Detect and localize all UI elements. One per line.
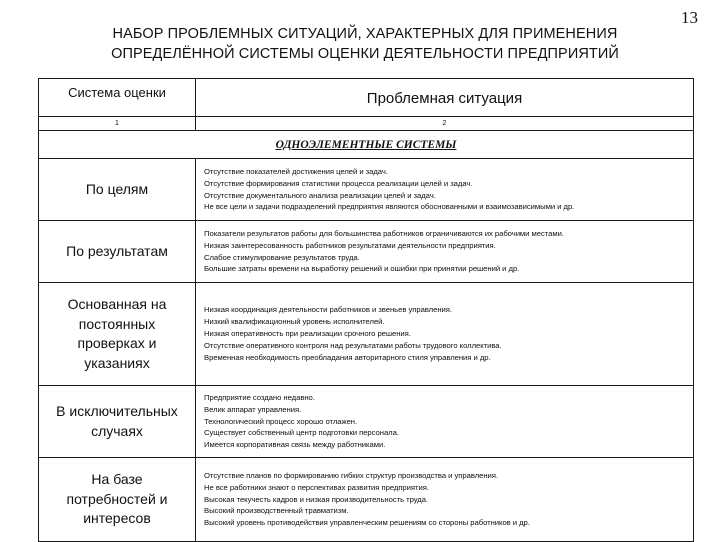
situations-table [38,78,694,542]
table-row [39,283,694,386]
situation-line: Не все цели и задачи подразделений предприятия являются обоснованными и взаимозависимыми и др. [204,202,575,212]
system-cell: По результатам [39,221,196,283]
situation-line: Имеется корпоративная связь между работниками. [204,440,386,450]
column-number-row [39,117,694,131]
situation-line: Не все работники знают о перспективах развития предприятия. [204,482,429,492]
situation-line: Низкая оперативность при реализации срочного решения. [204,329,411,339]
situation-cell [196,458,694,542]
table-row [39,386,694,458]
situation-line: Слабое стимулирование результатов труда. [204,252,360,262]
situation-line: Высокая текучесть кадров и низкая производительность труда. [204,494,429,504]
situation-line: Технологический процесс хорошо отлажен. [204,416,358,426]
page-number: 13 [681,8,698,27]
system-cell: Основанная на постоянных проверках и указаниях [39,283,196,386]
situation-cell [196,283,694,386]
table-header-row [39,79,694,117]
situation-line: Низкая заинтересованность работников результатами деятельности предприятия. [204,240,496,250]
table-row [39,159,694,221]
section-row [39,131,694,159]
header-system: Система оценки [39,79,196,117]
title-line-2: ОПРЕДЕЛЁННОЙ СИСТЕМЫ ОЦЕНКИ ДЕЯТЕЛЬНОСТИ ПРЕДПРИЯТИЙ [111,46,619,62]
situation-line: Предприятие создано недавно. [204,392,315,402]
situation-line: Низкая координация деятельности работников и звеньев управления. [204,305,452,315]
situation-line: Низкий квалификационный уровень исполнителей. [204,317,385,327]
situation-line: Отсутствие оперативного контроля над результатами работы трудового коллектива. [204,340,502,350]
system-cell: В исключительных случаях [39,386,196,458]
situation-line: Большие затраты времени на выработку решений и ошибки при принятии решений и др. [204,264,520,274]
situation-line: Отсутствие формирования статистики процесса реализации целей и задач. [204,178,473,188]
column-number-1: 1 [39,117,196,131]
system-cell: По целям [39,159,196,221]
situation-line: Высокий уровень противодействия управленческим решениям со стороны работников и др. [204,518,530,528]
header-situation: Проблемная ситуация [196,79,694,117]
column-number-2: 2 [196,117,694,131]
situation-line: Велик аппарат управления. [204,404,302,414]
situation-cell [196,386,694,458]
situation-line: Отсутствие планов по формированию гибких структур производства и управления. [204,470,499,480]
situation-line: Временная необходимость преобладания авторитарного стиля управления и др. [204,352,491,362]
situation-line: Высокий производственный травматизм. [204,506,349,516]
situation-cell [196,159,694,221]
page-title [40,24,690,64]
table-row [39,458,694,542]
section-title: ОДНОЭЛЕМЕНТНЫЕ СИСТЕМЫ [39,131,694,159]
system-cell: На базе потребностей и интересов [39,458,196,542]
situation-line: Отсутствие показателей достижения целей и задач. [204,166,388,176]
situation-line: Показатели результатов работы для большинства работников ограничиваются их рабочими местами. [204,228,564,238]
title-line-1: НАБОР ПРОБЛЕМНЫХ СИТУАЦИЙ, ХАРАКТЕРНЫХ ДЛЯ ПРИМЕНЕНИЯ [112,26,618,42]
situation-line: Отсутствие документального анализа реализации целей и задач. [204,190,436,200]
situation-line: Существует собственный центр подготовки персонала. [204,428,399,438]
table-row [39,221,694,283]
situation-cell [196,221,694,283]
